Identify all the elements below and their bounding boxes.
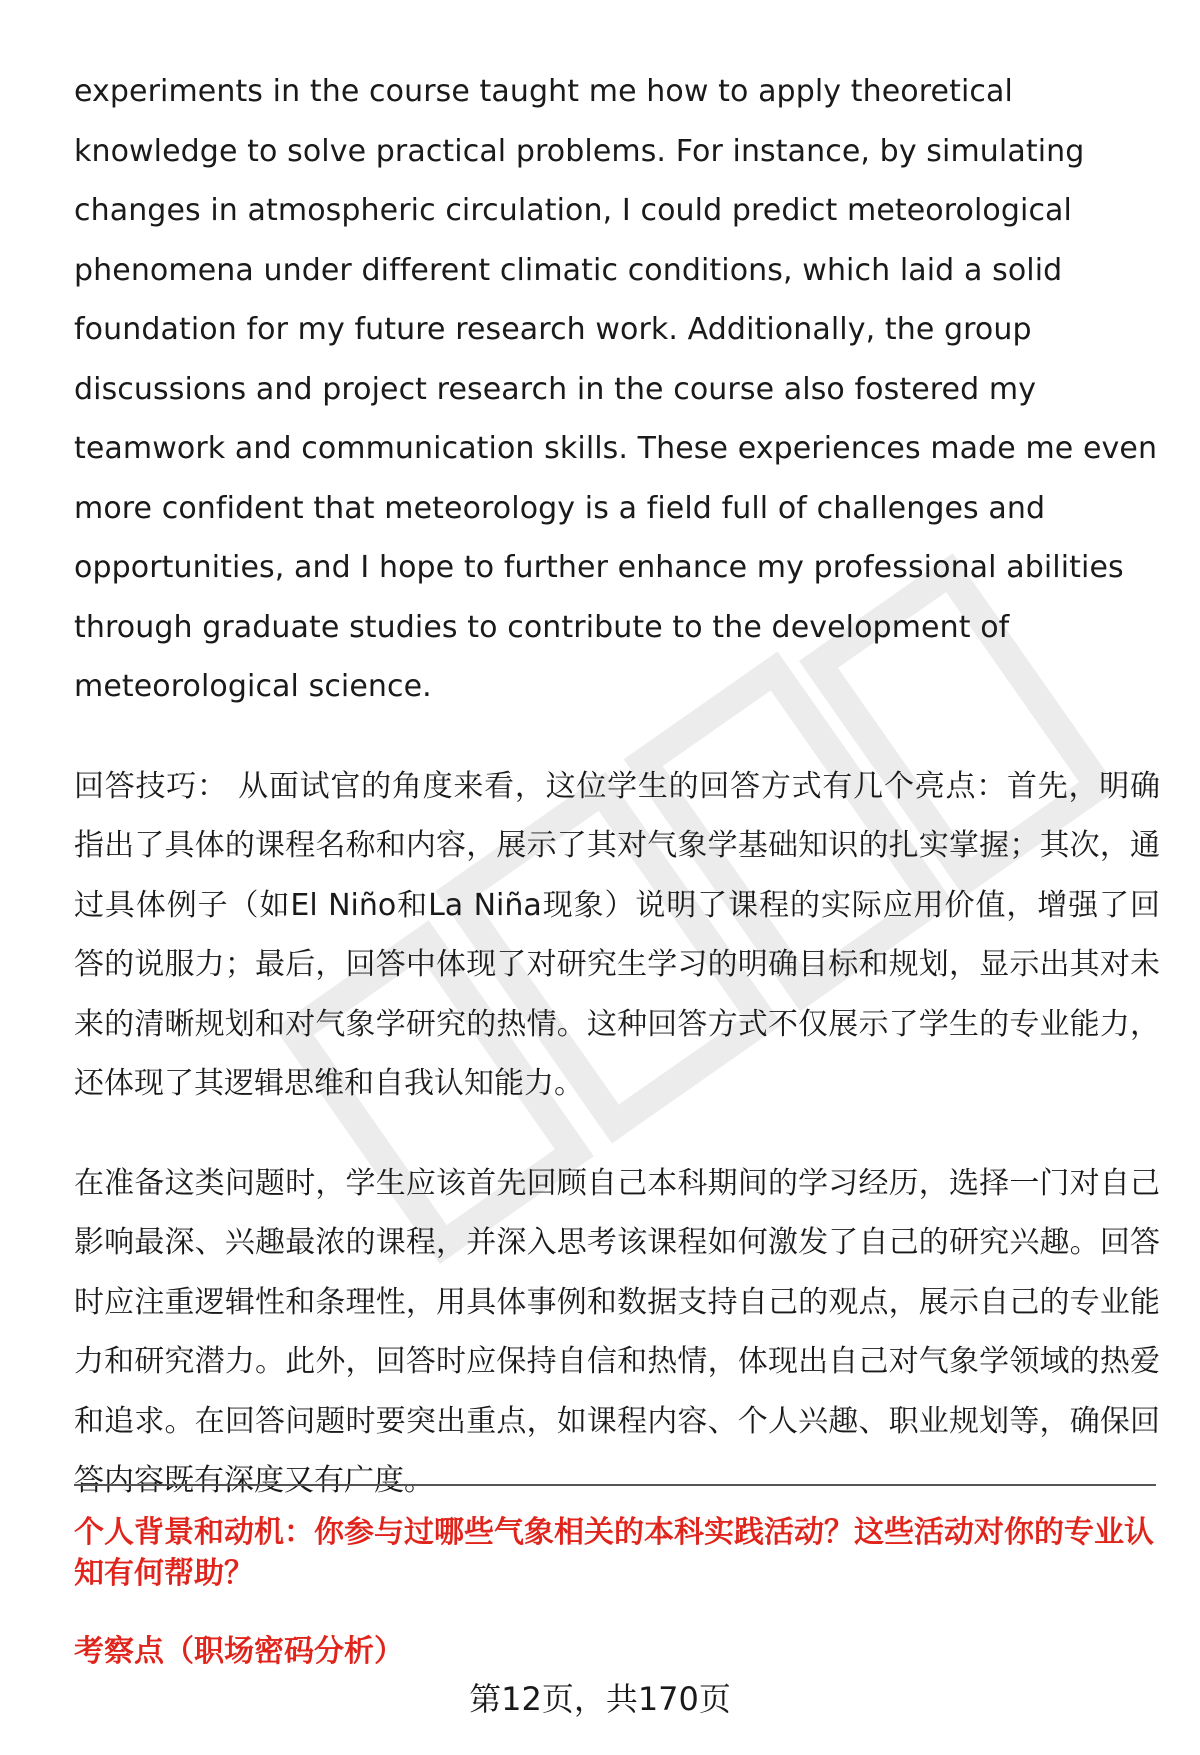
answer-tips-paragraph: 回答技巧： 从面试官的角度来看，这位学生的回答方式有几个亮点：首先，明确指出了具体的课程名称和内容，展示了其对气象学基础知识的扎实掌握；其次，通过具体例子（如El Niño和La Niña现象）说明了课程的实际应用价值，增强了回答的说服力；最后，回答中体现了对研究生学习的明确目标和规划，显示出其对未来的清晰规划和对气象学研究的热情。这种回答方式不仅展示了学生的专业能力，还体现了其逻辑思维和自我认知能力。 (74, 768, 1160, 1101)
document-body (74, 62, 1160, 1511)
section-divider (74, 1484, 1156, 1486)
next-question-title: 个人背景和动机：你参与过哪些气象相关的本科实践活动？这些活动对你的专业认知有何帮助？ (74, 1515, 1154, 1591)
page-number: 第12页，共170页 (469, 1680, 731, 1718)
english-answer-paragraph: experiments in the course taught me how to apply theoretical knowledge to solve practical problems. For instance, by simulating changes in atmospheric circulation, I could predict meteorological phenomena under different climatic conditions, which laid a solid foundation for my future research work. Additionally, the group discussions and project research in the course also fostered my teamwork and communication skills. These experiences made me even more confident that meteorology is a field full of challenges and opportunities, and I hope to further enhance my professional abilities through graduate studies to contribute to the development of meteorological science. (74, 74, 1158, 704)
preparation-advice-paragraph: 在准备这类问题时，学生应该首先回顾自己本科期间的学习经历，选择一门对自己影响最深、兴趣最浓的课程，并深入思考该课程如何激发了自己的研究兴趣。回答时应注重逻辑性和条理性，用具体事例和数据支持自己的观点，展示自己的专业能力和研究潜力。此外，回答时应保持自信和热情，体现出自己对气象学领域的热爱和追求。在回答问题时要突出重点，如课程内容、个人兴趣、职业规划等，确保回答内容既有深度又有广度。 (74, 1165, 1160, 1498)
assessment-point-heading: 考察点（职场密码分析） (74, 1634, 404, 1669)
